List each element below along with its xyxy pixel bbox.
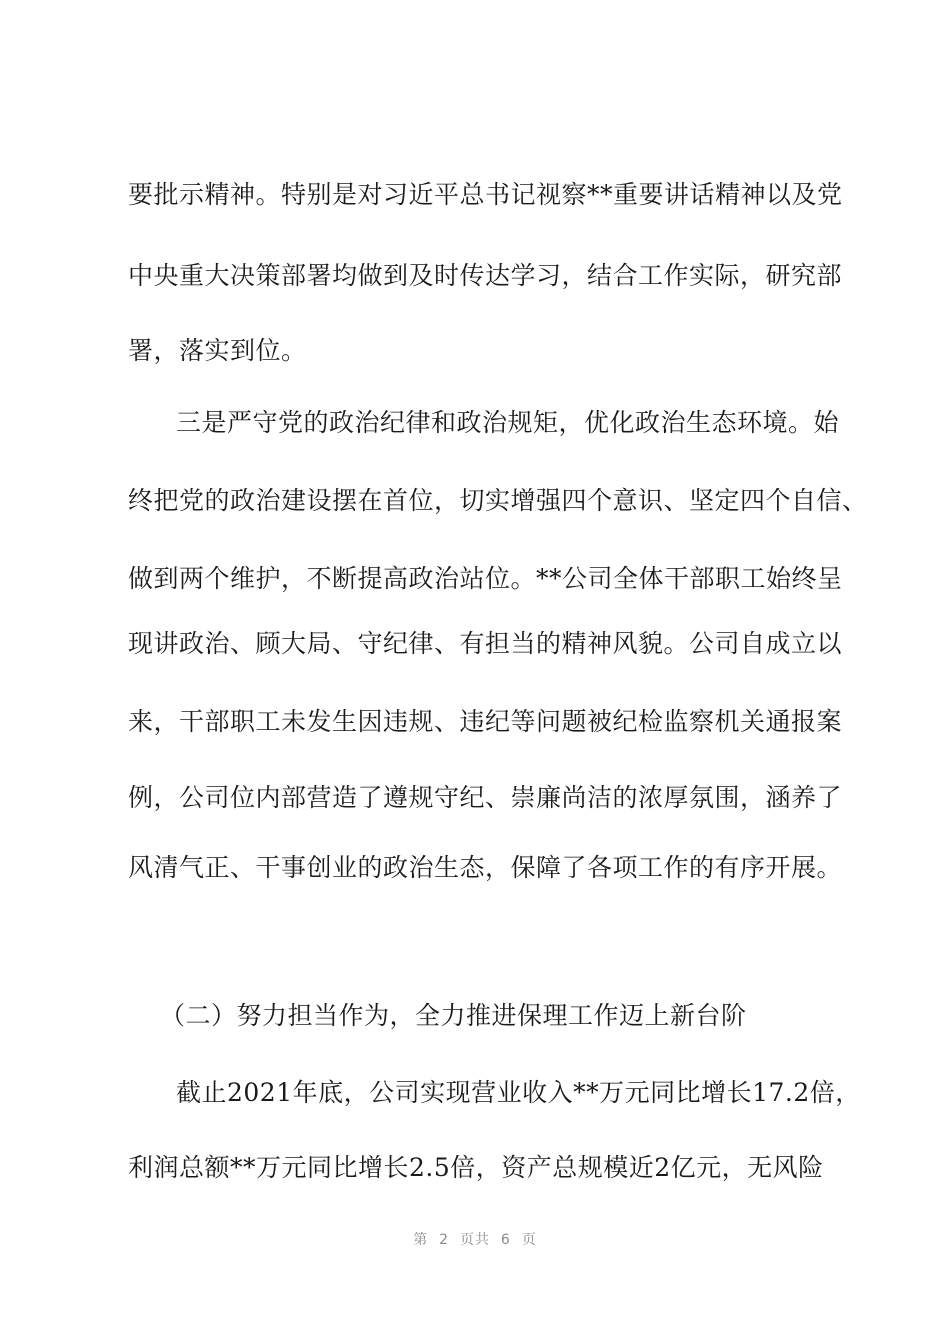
- body-text-line: 终把党的政治建设摆在首位，切实增强四个意识、坚定四个自信、: [128, 486, 868, 515]
- body-text-line: 利润总额**万元同比增长2.5倍，资产总规模近2亿元，无风险: [128, 1153, 824, 1182]
- page-number-footer: 第 2 页共 6 页: [413, 1232, 537, 1248]
- paragraph-first-line: 截止2021年底，公司实现营业收入**万元同比增长17.2倍，: [176, 1078, 861, 1107]
- body-text-line: 例，公司位内部营造了遵规守纪、崇廉尚洁的浓厚氛围，涵养了: [128, 783, 843, 812]
- body-text-line: 中央重大决策部署均做到及时传达学习，结合工作实际，研究部: [128, 261, 843, 290]
- body-text-line: 现讲政治、顾大局、守纪律、有担当的精神风貌。公司自成立以: [128, 629, 843, 658]
- body-text-line: 做到两个维护，不断提高政治站位。**公司全体干部职工始终呈: [128, 564, 843, 593]
- body-text-line: 风清气正、干事创业的政治生态，保障了各项工作的有序开展。: [128, 853, 843, 882]
- body-text-line: 署，落实到位。: [128, 336, 307, 365]
- body-text-line: 要批示精神。特别是对习近平总书记视察**重要讲话精神以及党: [128, 180, 843, 209]
- body-text-line: 来，干部职工未发生因违规、违纪等问题被纪检监察机关通报案: [128, 707, 843, 736]
- paragraph-first-line: 三是严守党的政治纪律和政治规矩，优化政治生态环境。始: [176, 408, 840, 437]
- section-heading: （二）努力担当作为，全力推进保理工作迈上新台阶: [160, 1001, 747, 1030]
